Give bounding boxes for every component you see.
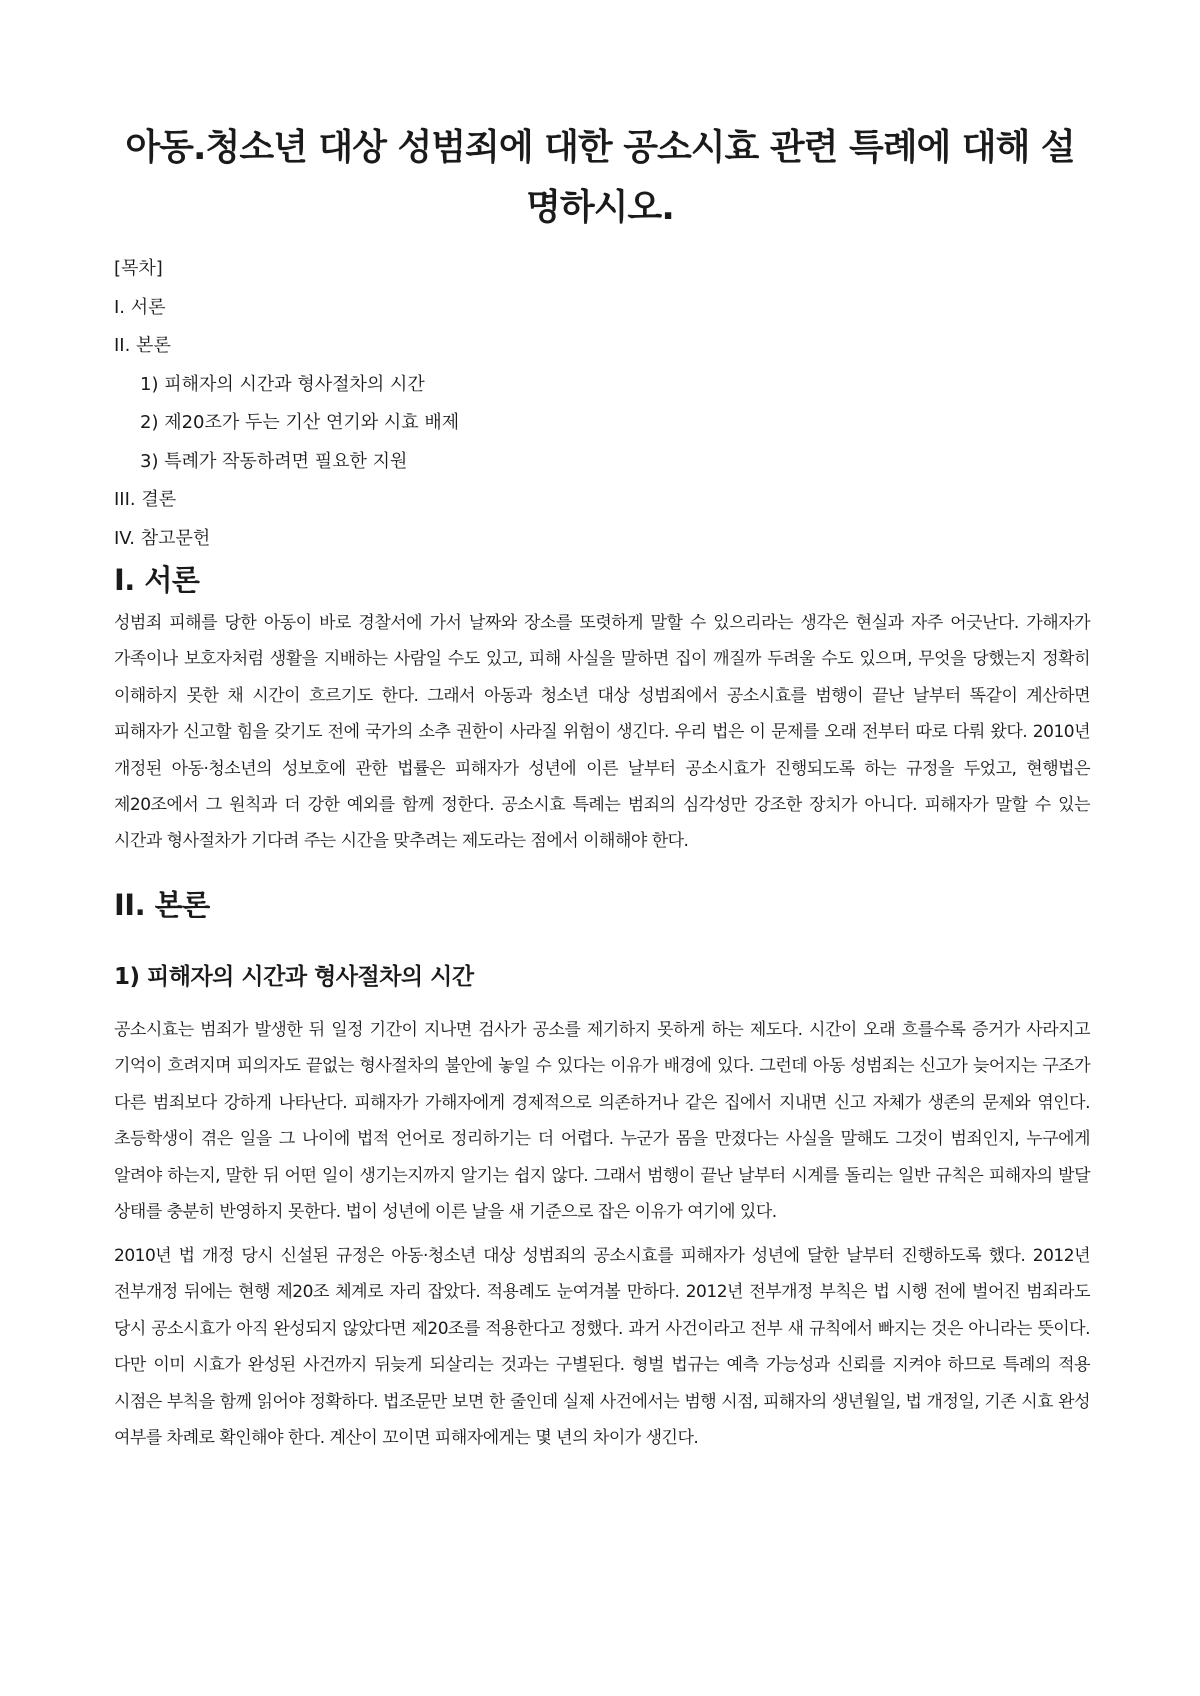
toc-item-references: IV. 참고문헌: [114, 527, 211, 549]
toc-heading: [목차]: [114, 258, 163, 279]
introduction-paragraph: 성범죄 피해를 당한 아동이 바로 경찰서에 가서 날짜와 장소를 또렷하게 말할 수 있으리라는 생각은 현실과 자주 어긋난다. 가해자가 가족이나 보호자처럼 생활을 지배하는 사람일 수도 있고, 피해 사실을 말하면 집이 깨질까 두려울 수도 있으며, 무엇을 당했는지 정확히 이해하지 못한 채 시간이 흐르기도 한다. 그래서 아동과 청소년 대상 성범죄에서 공소시효를 범행이 끝난 날부터 똑같이 계산하면 피해자가 신고할 힘을 갖기도 전에 국가의 소추 권한이 사라질 위험이 생긴다. 우리 법은 이 문제를 오래 전부터 따로 다뤄 왔다. 2010년 개정된 아동·청소년의 성보호에 관한 법률은 피해자가 성년에 이른 날부터 공소시효가 진행되도록 하는 규정을 두었고, 현행법은 제20조에서 그 원칙과 더 강한 예외를 함께 정한다. 공소시효 특례는 범죄의 심각성만 강조한 장치가 아니다. 피해자가 말할 수 있는 시간과 형사절차가 기다려 주는 시간을 맞추려는 제도라는 점에서 이해해야 한다.: [114, 613, 1090, 852]
toc-subitem-2: 2) 제20조가 두는 기산 연기와 시효 배제: [140, 412, 460, 433]
section-heading-body: II. 본론: [114, 888, 210, 922]
toc-item-introduction: I. 서론: [114, 296, 166, 318]
body-paragraph-2: 2010년 법 개정 당시 신설된 규정은 아동·청소년 대상 성범죄의 공소시효를 피해자가 성년에 달한 날부터 진행하도록 했다. 2012년 전부개정 뒤에는 현행 제20조 체계로 자리 잡았다. 적용례도 눈여겨볼 만하다. 2012년 전부개정 부칙은 법 시행 전에 벌어진 범죄라도 당시 공소시효가 아직 완성되지 않았다면 제20조를 적용한다고 정했다. 과거 사건이라고 전부 새 규칙에서 빠지는 것은 아니라는 뜻이다. 다만 이미 시효가 완성된 사건까지 뒤늦게 되살리는 것과는 구별된다. 형벌 법규는 예측 가능성과 신뢰를 지켜야 하므로 특례의 적용 시점은 부칙을 함께 읽어야 정확하다. 법조문만 보면 한 줄인데 실제 사건에서는 범행 시점, 피해자의 생년월일, 법 개정일, 기존 시효 완성 여부를 차례로 확인해야 한다. 계산이 꼬이면 피해자에게는 몇 년의 차이가 생긴다.: [114, 1246, 1090, 1449]
toc-item-body: II. 본론: [114, 335, 171, 356]
document-title: 아동.청소년 대상 성범죄에 대한 공소시효 관련 특례에 대해 설명하시오.: [125, 127, 1075, 228]
table-of-contents: [114, 250, 1014, 558]
toc-item-conclusion: III. 결론: [114, 489, 177, 510]
toc-subitem-3: 3) 특례가 작동하려면 필요한 지원: [140, 450, 408, 472]
body-paragraph-1: 공소시효는 범죄가 발생한 뒤 일정 기간이 지나면 검사가 공소를 제기하지 못하게 하는 제도다. 시간이 오래 흐를수록 증거가 사라지고 기억이 흐려지며 피의자도 끝없는 형사절차의 불안에 놓일 수 있다는 이유가 배경에 있다. 그런데 아동 성범죄는 신고가 늦어지는 구조가 다른 범죄보다 강하게 나타난다. 피해자가 가해자에게 경제적으로 의존하거나 같은 집에서 지내면 신고 자체가 생존의 문제와 엮인다. 초등학생이 겪은 일을 그 나이에 법적 언어로 정리하기는 더 어렵다. 누군가 몸을 만졌다는 사실을 말해도 그것이 범죄인지, 누구에게 알려야 하는지, 말한 뒤 어떤 일이 생기는지까지 알기는 쉽지 않다. 그래서 범행이 끝난 날부터 시계를 돌리는 일반 규칙은 피해자의 발달 상태를 충분히 반영하지 못한다. 법이 성년에 이른 날을 새 기준으로 잡은 이유가 여기에 있다.: [114, 1020, 1090, 1223]
toc-subitem-1: 1) 피해자의 시간과 형사절차의 시간: [140, 373, 425, 395]
section-heading-introduction: I. 서론: [114, 563, 200, 597]
subsection-heading-1: 1) 피해자의 시간과 형사절차의 시간: [114, 964, 474, 990]
